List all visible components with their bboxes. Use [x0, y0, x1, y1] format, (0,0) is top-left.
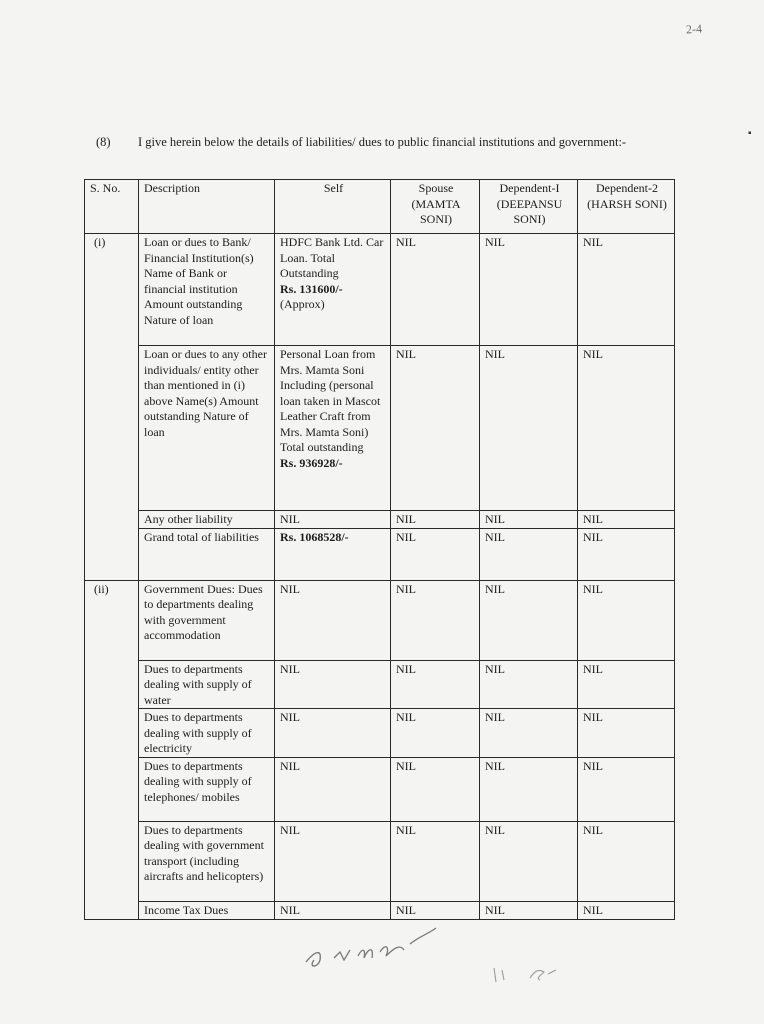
header-self: Self [275, 180, 391, 234]
row-dependent-1: NIL [480, 709, 578, 758]
row-dependent-1: NIL [480, 580, 578, 660]
row-self [275, 528, 391, 580]
row-dependent-1: NIL [480, 346, 578, 511]
self-amount: Rs. 936928/- [280, 455, 343, 470]
row-spouse: NIL [391, 757, 480, 821]
row-spouse: NIL [391, 709, 480, 758]
row-dependent-2: NIL [578, 528, 675, 580]
row-self: NIL [275, 709, 391, 758]
section-number: (8) [96, 135, 111, 149]
row-description: Dues to departments dealing with government transport (including aircrafts and helicopters) [139, 821, 275, 901]
self-suffix: (Approx) [280, 297, 325, 311]
signature [300, 922, 460, 978]
row-dependent-2: NIL [578, 757, 675, 821]
table-row [85, 709, 675, 758]
row-dependent-2: NIL [578, 821, 675, 901]
liabilities-table [84, 179, 675, 920]
table-row [85, 346, 675, 511]
row-dependent-2: NIL [578, 660, 675, 709]
section-intro-text: I give herein below the details of liabilities/ dues to public financial institutions and government:- [138, 135, 627, 149]
table-row [85, 901, 675, 919]
row-description: Dues to departments dealing with supply of telephones/ mobiles [139, 757, 275, 821]
table-row [85, 528, 675, 580]
table-row [85, 757, 675, 821]
table-row [85, 511, 675, 529]
row-dependent-1: NIL [480, 528, 578, 580]
row-dependent-2: NIL [578, 234, 675, 346]
row-dependent-2: NIL [578, 901, 675, 919]
row-dependent-1: NIL [480, 757, 578, 821]
row-sno: (ii) [85, 580, 139, 919]
row-dependent-2: NIL [578, 709, 675, 758]
row-self [275, 234, 391, 346]
row-self: NIL [275, 580, 391, 660]
page-number: 2-4 [685, 21, 703, 37]
row-description: Loan or dues to any other individuals/ entity other than mentioned in (i) above Name(s) Amount outstanding Nature of loan [139, 346, 275, 511]
row-description: Income Tax Dues [139, 901, 275, 919]
scan-mark: ▪ [748, 128, 752, 139]
row-dependent-1: NIL [480, 660, 578, 709]
row-self: NIL [275, 821, 391, 901]
row-self: NIL [275, 660, 391, 709]
header-spouse: Spouse (MAMTA SONI) [391, 180, 480, 234]
row-dependent-1: NIL [480, 511, 578, 529]
row-dependent-1: NIL [480, 234, 578, 346]
header-sno: S. No. [85, 180, 139, 234]
row-spouse: NIL [391, 580, 480, 660]
row-description: Any other liability [139, 511, 275, 529]
row-spouse: NIL [391, 234, 480, 346]
initials-mark [490, 960, 570, 986]
header-dependent-2: Dependent-2 (HARSH SONI) [578, 180, 675, 234]
header-dependent-1: Dependent-I (DEEPANSU SONI) [480, 180, 578, 234]
row-sno: (i) [85, 234, 139, 581]
table-row [85, 234, 675, 346]
row-spouse: NIL [391, 660, 480, 709]
self-amount: Rs. 1068528/- [280, 529, 349, 544]
row-self: NIL [275, 757, 391, 821]
row-spouse: NIL [391, 901, 480, 919]
table-row [85, 660, 675, 709]
row-dependent-1: NIL [480, 901, 578, 919]
header-description: Description [139, 180, 275, 234]
row-self: NIL [275, 901, 391, 919]
row-description: Government Dues: Dues to departments dealing with government accommodation [139, 580, 275, 660]
self-text: Personal Loan from Mrs. Mamta Soni Including (personal loan taken in Mascot Leather Craft from Mrs. Mamta Soni) Total outstanding [280, 347, 381, 454]
row-self: NIL [275, 511, 391, 529]
self-text: HDFC Bank Ltd. Car Loan. Total Outstanding [280, 235, 384, 280]
table-header-row [85, 180, 675, 234]
table-row [85, 580, 675, 660]
row-spouse: NIL [391, 528, 480, 580]
self-amount: Rs. 131600/- [280, 281, 343, 296]
row-description: Dues to departments dealing with supply of water [139, 660, 275, 709]
row-dependent-2: NIL [578, 511, 675, 529]
row-dependent-2: NIL [578, 346, 675, 511]
row-description: Dues to departments dealing with supply of electricity [139, 709, 275, 758]
row-spouse: NIL [391, 511, 480, 529]
row-dependent-1: NIL [480, 821, 578, 901]
row-dependent-2: NIL [578, 580, 675, 660]
row-description: Loan or dues to Bank/ Financial Institution(s) Name of Bank or financial institution Amount outstanding Nature of loan [139, 234, 275, 346]
row-description: Grand total of liabilities [139, 528, 275, 580]
table-row [85, 821, 675, 901]
row-self [275, 346, 391, 511]
row-spouse: NIL [391, 346, 480, 511]
row-spouse: NIL [391, 821, 480, 901]
